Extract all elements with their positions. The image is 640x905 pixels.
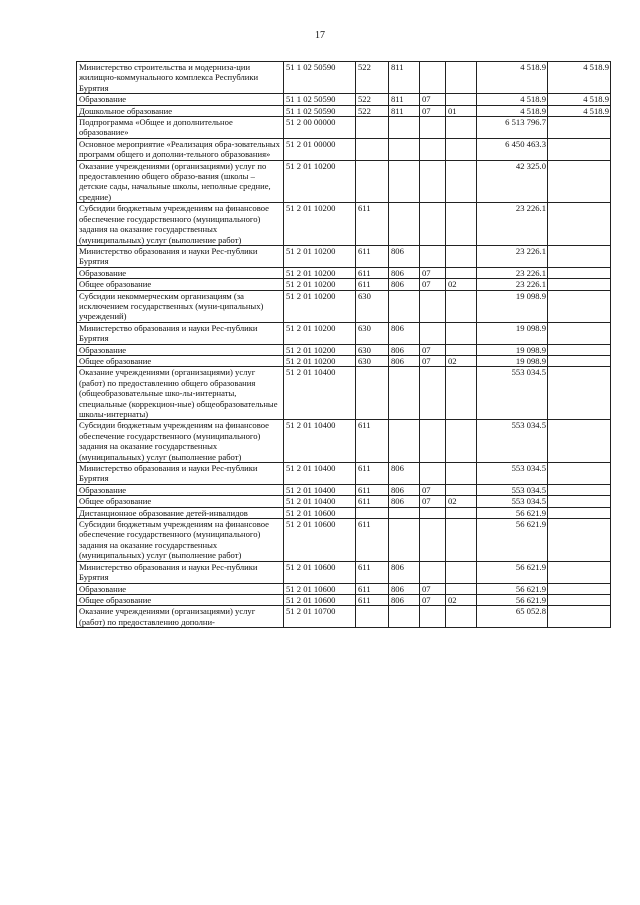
row-expense-type: 630 [356, 322, 389, 344]
row-amount: 19 098.9 [477, 290, 548, 322]
table-row [77, 507, 611, 518]
row-section: 07 [420, 267, 446, 278]
row-expense-type: 611 [356, 279, 389, 290]
table-row [77, 245, 611, 267]
row-subsection: 02 [446, 594, 477, 605]
row-section [420, 606, 446, 628]
row-section: 07 [420, 484, 446, 495]
row-target-code: 51 2 01 10400 [284, 463, 356, 485]
row-ministry-code [389, 367, 420, 420]
row-amount: 553 034.5 [477, 367, 548, 420]
row-section: 07 [420, 355, 446, 366]
row-subsection: 02 [446, 355, 477, 366]
row-section [420, 519, 446, 562]
budget-table [76, 61, 611, 628]
row-ministry-code: 806 [389, 484, 420, 495]
row-section [420, 420, 446, 463]
row-name: Образование [77, 344, 284, 355]
row-section [420, 507, 446, 518]
row-target-code: 51 2 01 10200 [284, 290, 356, 322]
row-amount-extra [548, 117, 611, 139]
table-row [77, 138, 611, 160]
row-expense-type: 630 [356, 355, 389, 366]
row-ministry-code: 811 [389, 105, 420, 116]
row-subsection [446, 507, 477, 518]
row-section: 07 [420, 344, 446, 355]
row-ministry-code: 811 [389, 62, 420, 94]
row-ministry-code [389, 420, 420, 463]
row-name: Образование [77, 94, 284, 105]
row-amount: 23 226.1 [477, 245, 548, 267]
row-section [420, 62, 446, 94]
row-expense-type: 522 [356, 62, 389, 94]
row-name: Основное мероприятие «Реализация обра-зовательных программ общего и дополни-тельного образования» [77, 138, 284, 160]
table-row [77, 496, 611, 507]
row-subsection [446, 138, 477, 160]
table-row [77, 367, 611, 420]
row-name: Общее образование [77, 496, 284, 507]
row-amount-extra [548, 355, 611, 366]
row-amount: 553 034.5 [477, 496, 548, 507]
row-amount: 4 518.9 [477, 105, 548, 116]
row-ministry-code: 811 [389, 94, 420, 105]
table-row [77, 94, 611, 105]
row-name: Общее образование [77, 279, 284, 290]
row-amount: 553 034.5 [477, 463, 548, 485]
row-expense-type [356, 606, 389, 628]
row-ministry-code: 806 [389, 267, 420, 278]
row-ministry-code [389, 203, 420, 246]
row-amount: 19 098.9 [477, 344, 548, 355]
row-amount: 23 226.1 [477, 267, 548, 278]
row-target-code: 51 2 01 10600 [284, 519, 356, 562]
row-ministry-code [389, 290, 420, 322]
table-row [77, 160, 611, 203]
table-row [77, 583, 611, 594]
row-subsection [446, 606, 477, 628]
row-name: Субсидии бюджетным учреждениям на финансовое обеспечение государственного (муниципального) задания на оказание государственных (муниципальных) услуг (выполнение работ) [77, 519, 284, 562]
row-subsection [446, 583, 477, 594]
row-expense-type: 611 [356, 267, 389, 278]
row-amount: 553 034.5 [477, 484, 548, 495]
row-section [420, 463, 446, 485]
row-subsection [446, 290, 477, 322]
row-subsection [446, 420, 477, 463]
row-section: 07 [420, 594, 446, 605]
row-subsection [446, 160, 477, 203]
row-ministry-code: 806 [389, 279, 420, 290]
row-amount-extra [548, 279, 611, 290]
row-expense-type [356, 367, 389, 420]
row-amount-extra [548, 290, 611, 322]
row-expense-type [356, 138, 389, 160]
row-expense-type: 611 [356, 484, 389, 495]
row-subsection: 02 [446, 496, 477, 507]
row-name: Субсидии некоммерческим организациям (за исключением государственных (муни-ципальных) учреждений) [77, 290, 284, 322]
row-expense-type [356, 507, 389, 518]
row-amount-extra [548, 322, 611, 344]
row-subsection [446, 267, 477, 278]
row-subsection [446, 117, 477, 139]
row-amount-extra: 4 518.9 [548, 94, 611, 105]
row-section: 07 [420, 105, 446, 116]
row-name: Субсидии бюджетным учреждениям на финансовое обеспечение государственного (муниципального) задания на оказание государственных (муниципальных) услуг (выполнение работ) [77, 420, 284, 463]
row-target-code: 51 2 01 10600 [284, 583, 356, 594]
table-body [77, 62, 611, 628]
row-target-code: 51 2 01 10200 [284, 160, 356, 203]
row-name: Субсидии бюджетным учреждениям на финансовое обеспечение государственного (муниципального) задания на оказание государственных (муниципальных) услуг (выполнение работ) [77, 203, 284, 246]
row-section [420, 138, 446, 160]
row-ministry-code: 806 [389, 245, 420, 267]
row-amount: 19 098.9 [477, 322, 548, 344]
row-target-code: 51 2 01 10200 [284, 203, 356, 246]
row-name: Подпрограмма «Общее и дополнительное образование» [77, 117, 284, 139]
table-row [77, 355, 611, 366]
row-subsection [446, 322, 477, 344]
row-section [420, 561, 446, 583]
table-row [77, 420, 611, 463]
row-name: Дошкольное образование [77, 105, 284, 116]
row-expense-type: 611 [356, 245, 389, 267]
row-expense-type: 630 [356, 344, 389, 355]
row-name: Министерство строительства и модерниза-ции жилищно-коммунального комплекса Республики Бурятия [77, 62, 284, 94]
row-subsection [446, 561, 477, 583]
row-target-code: 51 2 00 00000 [284, 117, 356, 139]
row-amount-extra [548, 267, 611, 278]
row-amount-extra [548, 594, 611, 605]
row-ministry-code: 806 [389, 561, 420, 583]
row-expense-type: 611 [356, 519, 389, 562]
row-amount-extra: 4 518.9 [548, 105, 611, 116]
row-section: 07 [420, 94, 446, 105]
row-amount-extra [548, 344, 611, 355]
row-target-code: 51 1 02 50590 [284, 94, 356, 105]
row-target-code: 51 2 01 10200 [284, 322, 356, 344]
row-subsection: 02 [446, 279, 477, 290]
row-ministry-code: 806 [389, 344, 420, 355]
row-subsection [446, 484, 477, 495]
row-name: Оказание учреждениями (организациями) услуг по предоставлению общего образо-вания (школы – детские сады, начальные школы, неполные средние, средние) [77, 160, 284, 203]
row-expense-type: 522 [356, 94, 389, 105]
row-expense-type: 611 [356, 420, 389, 463]
table-row [77, 279, 611, 290]
row-subsection [446, 203, 477, 246]
table-row [77, 344, 611, 355]
row-amount: 19 098.9 [477, 355, 548, 366]
row-amount-extra [548, 138, 611, 160]
row-amount: 4 518.9 [477, 94, 548, 105]
row-expense-type: 522 [356, 105, 389, 116]
row-target-code: 51 2 01 10200 [284, 267, 356, 278]
row-ministry-code: 806 [389, 594, 420, 605]
row-amount-extra [548, 507, 611, 518]
row-amount: 56 621.9 [477, 583, 548, 594]
row-target-code: 51 2 01 10700 [284, 606, 356, 628]
row-ministry-code [389, 606, 420, 628]
row-section [420, 245, 446, 267]
row-subsection [446, 367, 477, 420]
row-subsection [446, 344, 477, 355]
row-target-code: 51 2 01 10400 [284, 367, 356, 420]
row-amount: 42 325.0 [477, 160, 548, 203]
row-amount: 4 518.9 [477, 62, 548, 94]
page-number: 17 [315, 30, 325, 41]
row-expense-type: 611 [356, 496, 389, 507]
table-row [77, 117, 611, 139]
table-row [77, 594, 611, 605]
table-row [77, 322, 611, 344]
table-row [77, 519, 611, 562]
row-amount-extra [548, 606, 611, 628]
row-name: Общее образование [77, 594, 284, 605]
row-target-code: 51 2 01 10400 [284, 496, 356, 507]
row-target-code: 51 2 01 00000 [284, 138, 356, 160]
row-subsection [446, 245, 477, 267]
row-ministry-code: 806 [389, 496, 420, 507]
table-row [77, 606, 611, 628]
row-ministry-code [389, 160, 420, 203]
row-section [420, 160, 446, 203]
row-name: Образование [77, 583, 284, 594]
row-amount: 56 621.9 [477, 507, 548, 518]
row-amount-extra [548, 519, 611, 562]
row-expense-type: 611 [356, 583, 389, 594]
row-ministry-code: 806 [389, 322, 420, 344]
row-target-code: 51 2 01 10200 [284, 245, 356, 267]
row-section: 07 [420, 279, 446, 290]
row-amount-extra [548, 561, 611, 583]
row-name: Министерство образования и науки Рес-публики Бурятия [77, 463, 284, 485]
row-target-code: 51 1 02 50590 [284, 105, 356, 116]
row-ministry-code [389, 117, 420, 139]
row-ministry-code: 806 [389, 583, 420, 594]
row-subsection [446, 519, 477, 562]
row-name: Общее образование [77, 355, 284, 366]
row-amount: 6 513 796.7 [477, 117, 548, 139]
row-name: Образование [77, 267, 284, 278]
row-expense-type [356, 117, 389, 139]
row-target-code: 51 1 02 50590 [284, 62, 356, 94]
row-subsection [446, 463, 477, 485]
row-target-code: 51 2 01 10400 [284, 484, 356, 495]
row-amount-extra [548, 367, 611, 420]
row-amount: 553 034.5 [477, 420, 548, 463]
row-ministry-code [389, 507, 420, 518]
row-amount: 23 226.1 [477, 203, 548, 246]
row-expense-type: 611 [356, 203, 389, 246]
row-amount-extra: 4 518.9 [548, 62, 611, 94]
row-subsection: 01 [446, 105, 477, 116]
table-row [77, 463, 611, 485]
row-expense-type: 630 [356, 290, 389, 322]
row-amount-extra [548, 484, 611, 495]
row-amount-extra [548, 245, 611, 267]
row-target-code: 51 2 01 10400 [284, 420, 356, 463]
table-row [77, 203, 611, 246]
row-subsection [446, 94, 477, 105]
row-name: Министерство образования и науки Рес-публики Бурятия [77, 322, 284, 344]
row-section [420, 117, 446, 139]
row-target-code: 51 2 01 10200 [284, 344, 356, 355]
row-section: 07 [420, 583, 446, 594]
row-section [420, 367, 446, 420]
row-target-code: 51 2 01 10600 [284, 561, 356, 583]
row-target-code: 51 2 01 10200 [284, 355, 356, 366]
row-section [420, 290, 446, 322]
row-expense-type: 611 [356, 561, 389, 583]
row-amount: 56 621.9 [477, 561, 548, 583]
row-name: Дистанционное образование детей-инвалидов [77, 507, 284, 518]
row-section [420, 322, 446, 344]
row-amount: 65 052.8 [477, 606, 548, 628]
row-subsection [446, 62, 477, 94]
row-name: Оказание учреждениями (организациями) услуг (работ) по предоставлению общего образования (общеобразовательные шко-лы-интернаты, специальные (коррекцион-ные) общеобразовательные школы-интернаты) [77, 367, 284, 420]
row-name: Образование [77, 484, 284, 495]
row-amount: 56 621.9 [477, 519, 548, 562]
row-ministry-code: 806 [389, 463, 420, 485]
row-ministry-code: 806 [389, 355, 420, 366]
row-expense-type: 611 [356, 463, 389, 485]
row-amount: 56 621.9 [477, 594, 548, 605]
row-amount-extra [548, 203, 611, 246]
row-target-code: 51 2 01 10600 [284, 507, 356, 518]
row-name: Министерство образования и науки Рес-публики Бурятия [77, 245, 284, 267]
table-row [77, 561, 611, 583]
row-amount-extra [548, 420, 611, 463]
row-amount-extra [548, 160, 611, 203]
table-row [77, 290, 611, 322]
row-amount-extra [548, 496, 611, 507]
row-amount-extra [548, 583, 611, 594]
table-row [77, 484, 611, 495]
row-name: Министерство образования и науки Рес-публики Бурятия [77, 561, 284, 583]
row-target-code: 51 2 01 10200 [284, 279, 356, 290]
row-name: Оказание учреждениями (организациями) услуг (работ) по предоставлению дополни- [77, 606, 284, 628]
row-ministry-code [389, 519, 420, 562]
table-row [77, 62, 611, 94]
row-section: 07 [420, 496, 446, 507]
row-expense-type: 611 [356, 594, 389, 605]
row-expense-type [356, 160, 389, 203]
row-target-code: 51 2 01 10600 [284, 594, 356, 605]
row-amount-extra [548, 463, 611, 485]
row-amount: 23 226.1 [477, 279, 548, 290]
row-amount: 6 450 463.3 [477, 138, 548, 160]
row-section [420, 203, 446, 246]
table-row [77, 105, 611, 116]
table-row [77, 267, 611, 278]
row-ministry-code [389, 138, 420, 160]
